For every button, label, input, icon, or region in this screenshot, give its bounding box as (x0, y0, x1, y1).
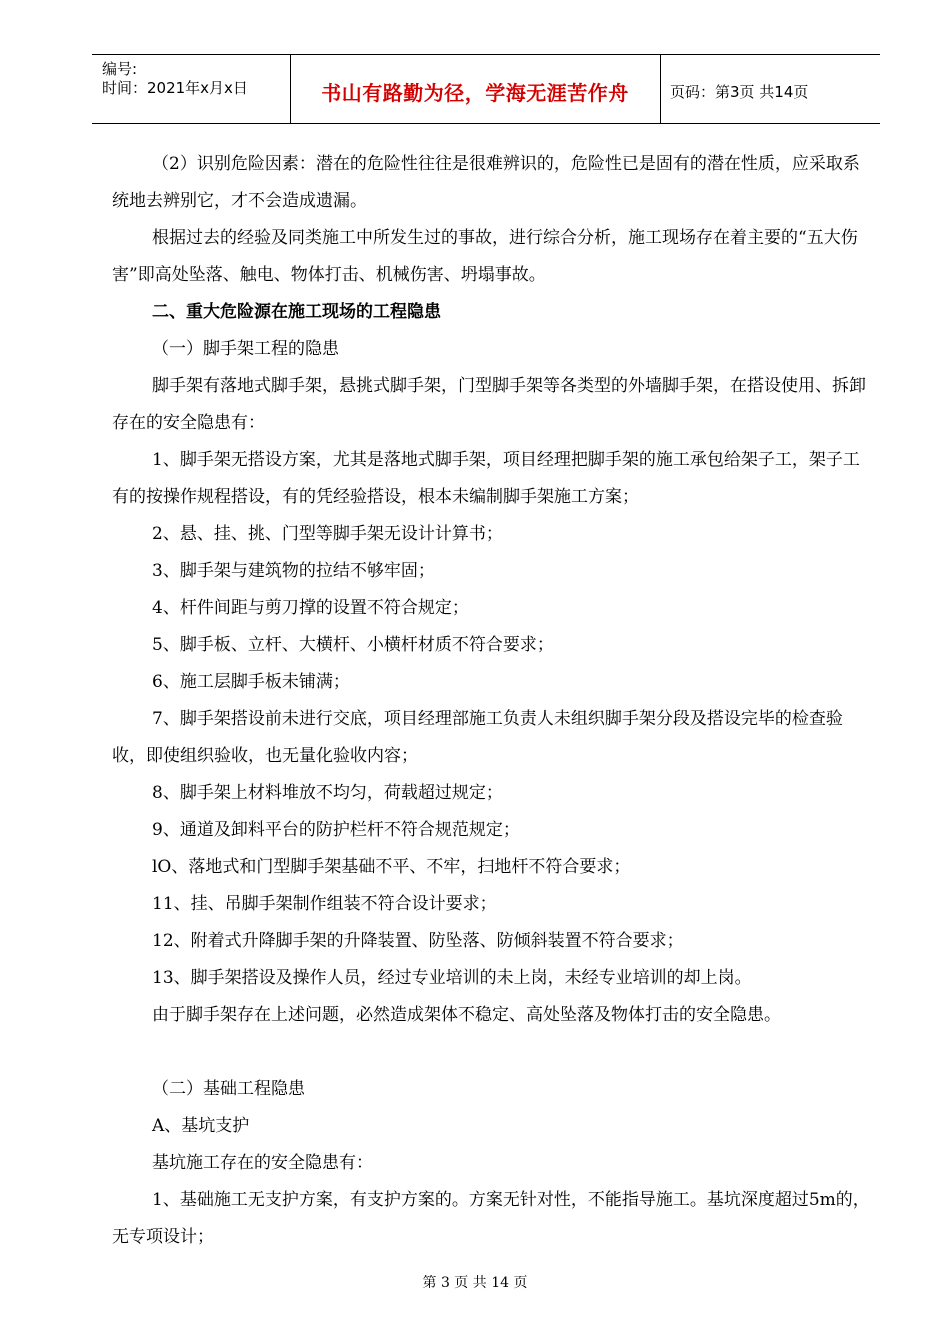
paragraph: 根据过去的经验及同类施工中所发生过的事故，进行综合分析，施工现场存在着主要的“五大伤害”即高处坠落、触电、物体打击、机械伤害、坍塌事故。 (112, 228, 858, 285)
paragraph: 脚手架有落地式脚手架，悬挑式脚手架，门型脚手架等各类型的外墙脚手架，在搭设使用、拆卸存在的安全隐患有： (112, 376, 866, 433)
list-item: 11、挂、吊脚手架制作组装不符合设计要求； (152, 894, 497, 914)
blank-line (112, 1034, 872, 1071)
section-heading: 二、重大危险源在施工现场的工程隐患 (152, 302, 441, 322)
paragraph: （2）识别危险因素：潜在的危险性往往是很难辨识的，危险性已是固有的潜在性质，应采取系统地去辨别它，才不会造成遗漏。 (112, 154, 860, 211)
list-item: 7、脚手架搭设前未进行交底，项目经理部施工负责人未组织脚手架分段及搭设完毕的检查验收，即使组织验收，也无量化验收内容； (112, 709, 843, 766)
list-item: 1、基础施工无支护方案，有支护方案的。方案无针对性，不能指导施工。基坑深度超过5m的，无专项设计； (112, 1190, 870, 1247)
list-item: 6、施工层脚手板未铺满； (152, 672, 350, 692)
list-item: lO、落地式和门型脚手架基础不平、不牢，扫地杆不符合要求； (152, 857, 631, 877)
list-item: 3、脚手架与建筑物的拉结不够牢固； (152, 561, 435, 581)
document-time-label: 时间：2021年x月x日 (102, 79, 248, 97)
list-item: 9、通道及卸料平台的防护栏杆不符合规范规定； (152, 820, 520, 840)
subsection-heading: （一）脚手架工程的隐患 (152, 339, 339, 359)
subsection-heading: A、基坑支护 (152, 1116, 250, 1136)
page-footer: 第 3 页 共 14 页 (422, 1275, 528, 1291)
document-body (112, 146, 872, 1256)
header-middle-cell (290, 55, 661, 123)
header-motto: 书山有路勤为径，学海无涯苦作舟 (321, 81, 629, 105)
document-number-label: 编号: (102, 60, 138, 78)
header-page-label: 页码：第3页 共14页 (670, 83, 809, 101)
list-item: 12、附着式升降脚手架的升降装置、防坠落、防倾斜装置不符合要求； (152, 931, 684, 951)
paragraph: 由于脚手架存在上述问题，必然造成架体不稳定、高处坠落及物体打击的安全隐患。 (152, 1005, 781, 1025)
list-item: 4、杆件间距与剪刀撑的设置不符合规定； (152, 598, 469, 618)
page-header (92, 54, 880, 124)
subsection-heading: （二）基础工程隐患 (152, 1079, 305, 1099)
list-item: 2、悬、挂、挑、门型等脚手架无设计计算书； (152, 524, 503, 544)
list-item: 5、脚手板、立杆、大横杆、小横杆材质不符合要求； (152, 635, 554, 655)
list-item: 1、脚手架无搭设方案，尤其是落地式脚手架，项目经理把脚手架的施工承包给架子工，架子工有的按操作规程搭设，有的凭经验搭设，根本未编制脚手架施工方案； (112, 450, 860, 507)
paragraph: 基坑施工存在的安全隐患有： (152, 1153, 373, 1173)
header-left-cell (92, 55, 291, 123)
list-item: 8、脚手架上材料堆放不均匀，荷载超过规定； (152, 783, 503, 803)
header-right-cell (660, 55, 880, 123)
list-item: 13、脚手架搭设及操作人员，经过专业培训的未上岗，未经专业培训的却上岗。 (152, 968, 752, 988)
